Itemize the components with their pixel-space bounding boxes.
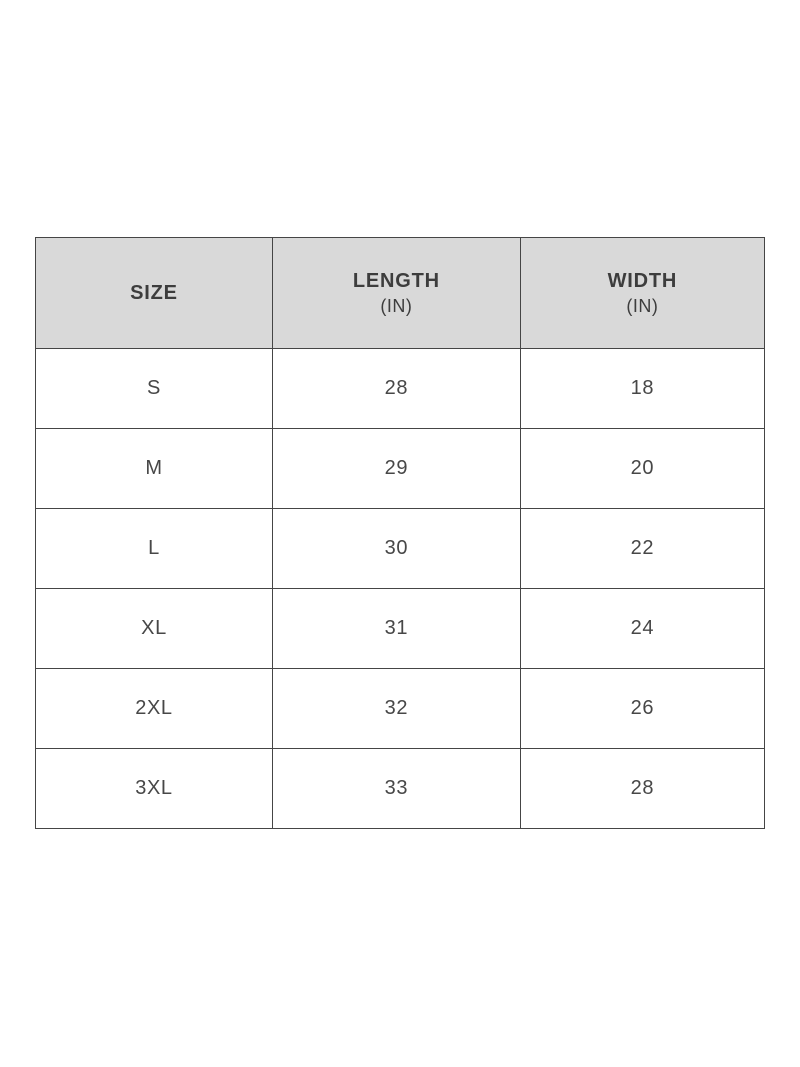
table-header bbox=[36, 238, 765, 349]
column-header-unit: (IN) bbox=[380, 295, 413, 316]
table-row bbox=[36, 429, 765, 509]
size-cell: M bbox=[36, 429, 273, 509]
size-cell: 2XL bbox=[36, 669, 273, 749]
table-row bbox=[36, 589, 765, 669]
column-header-label: LENGTH bbox=[352, 269, 440, 292]
size-chart-table bbox=[35, 237, 765, 829]
size-cell: L bbox=[36, 509, 273, 589]
column-header-length bbox=[272, 238, 520, 349]
table-cell: 28 bbox=[520, 749, 764, 829]
table-body bbox=[36, 349, 765, 829]
table-cell: 26 bbox=[520, 669, 764, 749]
table-cell: 18 bbox=[520, 349, 764, 429]
header-row bbox=[36, 238, 765, 349]
size-cell: XL bbox=[36, 589, 273, 669]
table-cell: 24 bbox=[520, 589, 764, 669]
table-cell: 31 bbox=[272, 589, 520, 669]
size-cell: 3XL bbox=[36, 749, 273, 829]
table-row bbox=[36, 749, 765, 829]
table-cell: 29 bbox=[272, 429, 520, 509]
column-header-size bbox=[36, 238, 273, 349]
column-header-unit: (IN) bbox=[626, 295, 659, 316]
table-row bbox=[36, 669, 765, 749]
table-cell: 22 bbox=[520, 509, 764, 589]
table-cell: 32 bbox=[272, 669, 520, 749]
column-header-label: SIZE bbox=[130, 281, 178, 304]
table-row bbox=[36, 349, 765, 429]
size-cell: S bbox=[36, 349, 273, 429]
column-header-label: WIDTH bbox=[607, 269, 678, 292]
table-cell: 30 bbox=[272, 509, 520, 589]
table-cell: 28 bbox=[272, 349, 520, 429]
table-row bbox=[36, 509, 765, 589]
column-header-width bbox=[520, 238, 764, 349]
table-cell: 33 bbox=[272, 749, 520, 829]
table-cell: 20 bbox=[520, 429, 764, 509]
